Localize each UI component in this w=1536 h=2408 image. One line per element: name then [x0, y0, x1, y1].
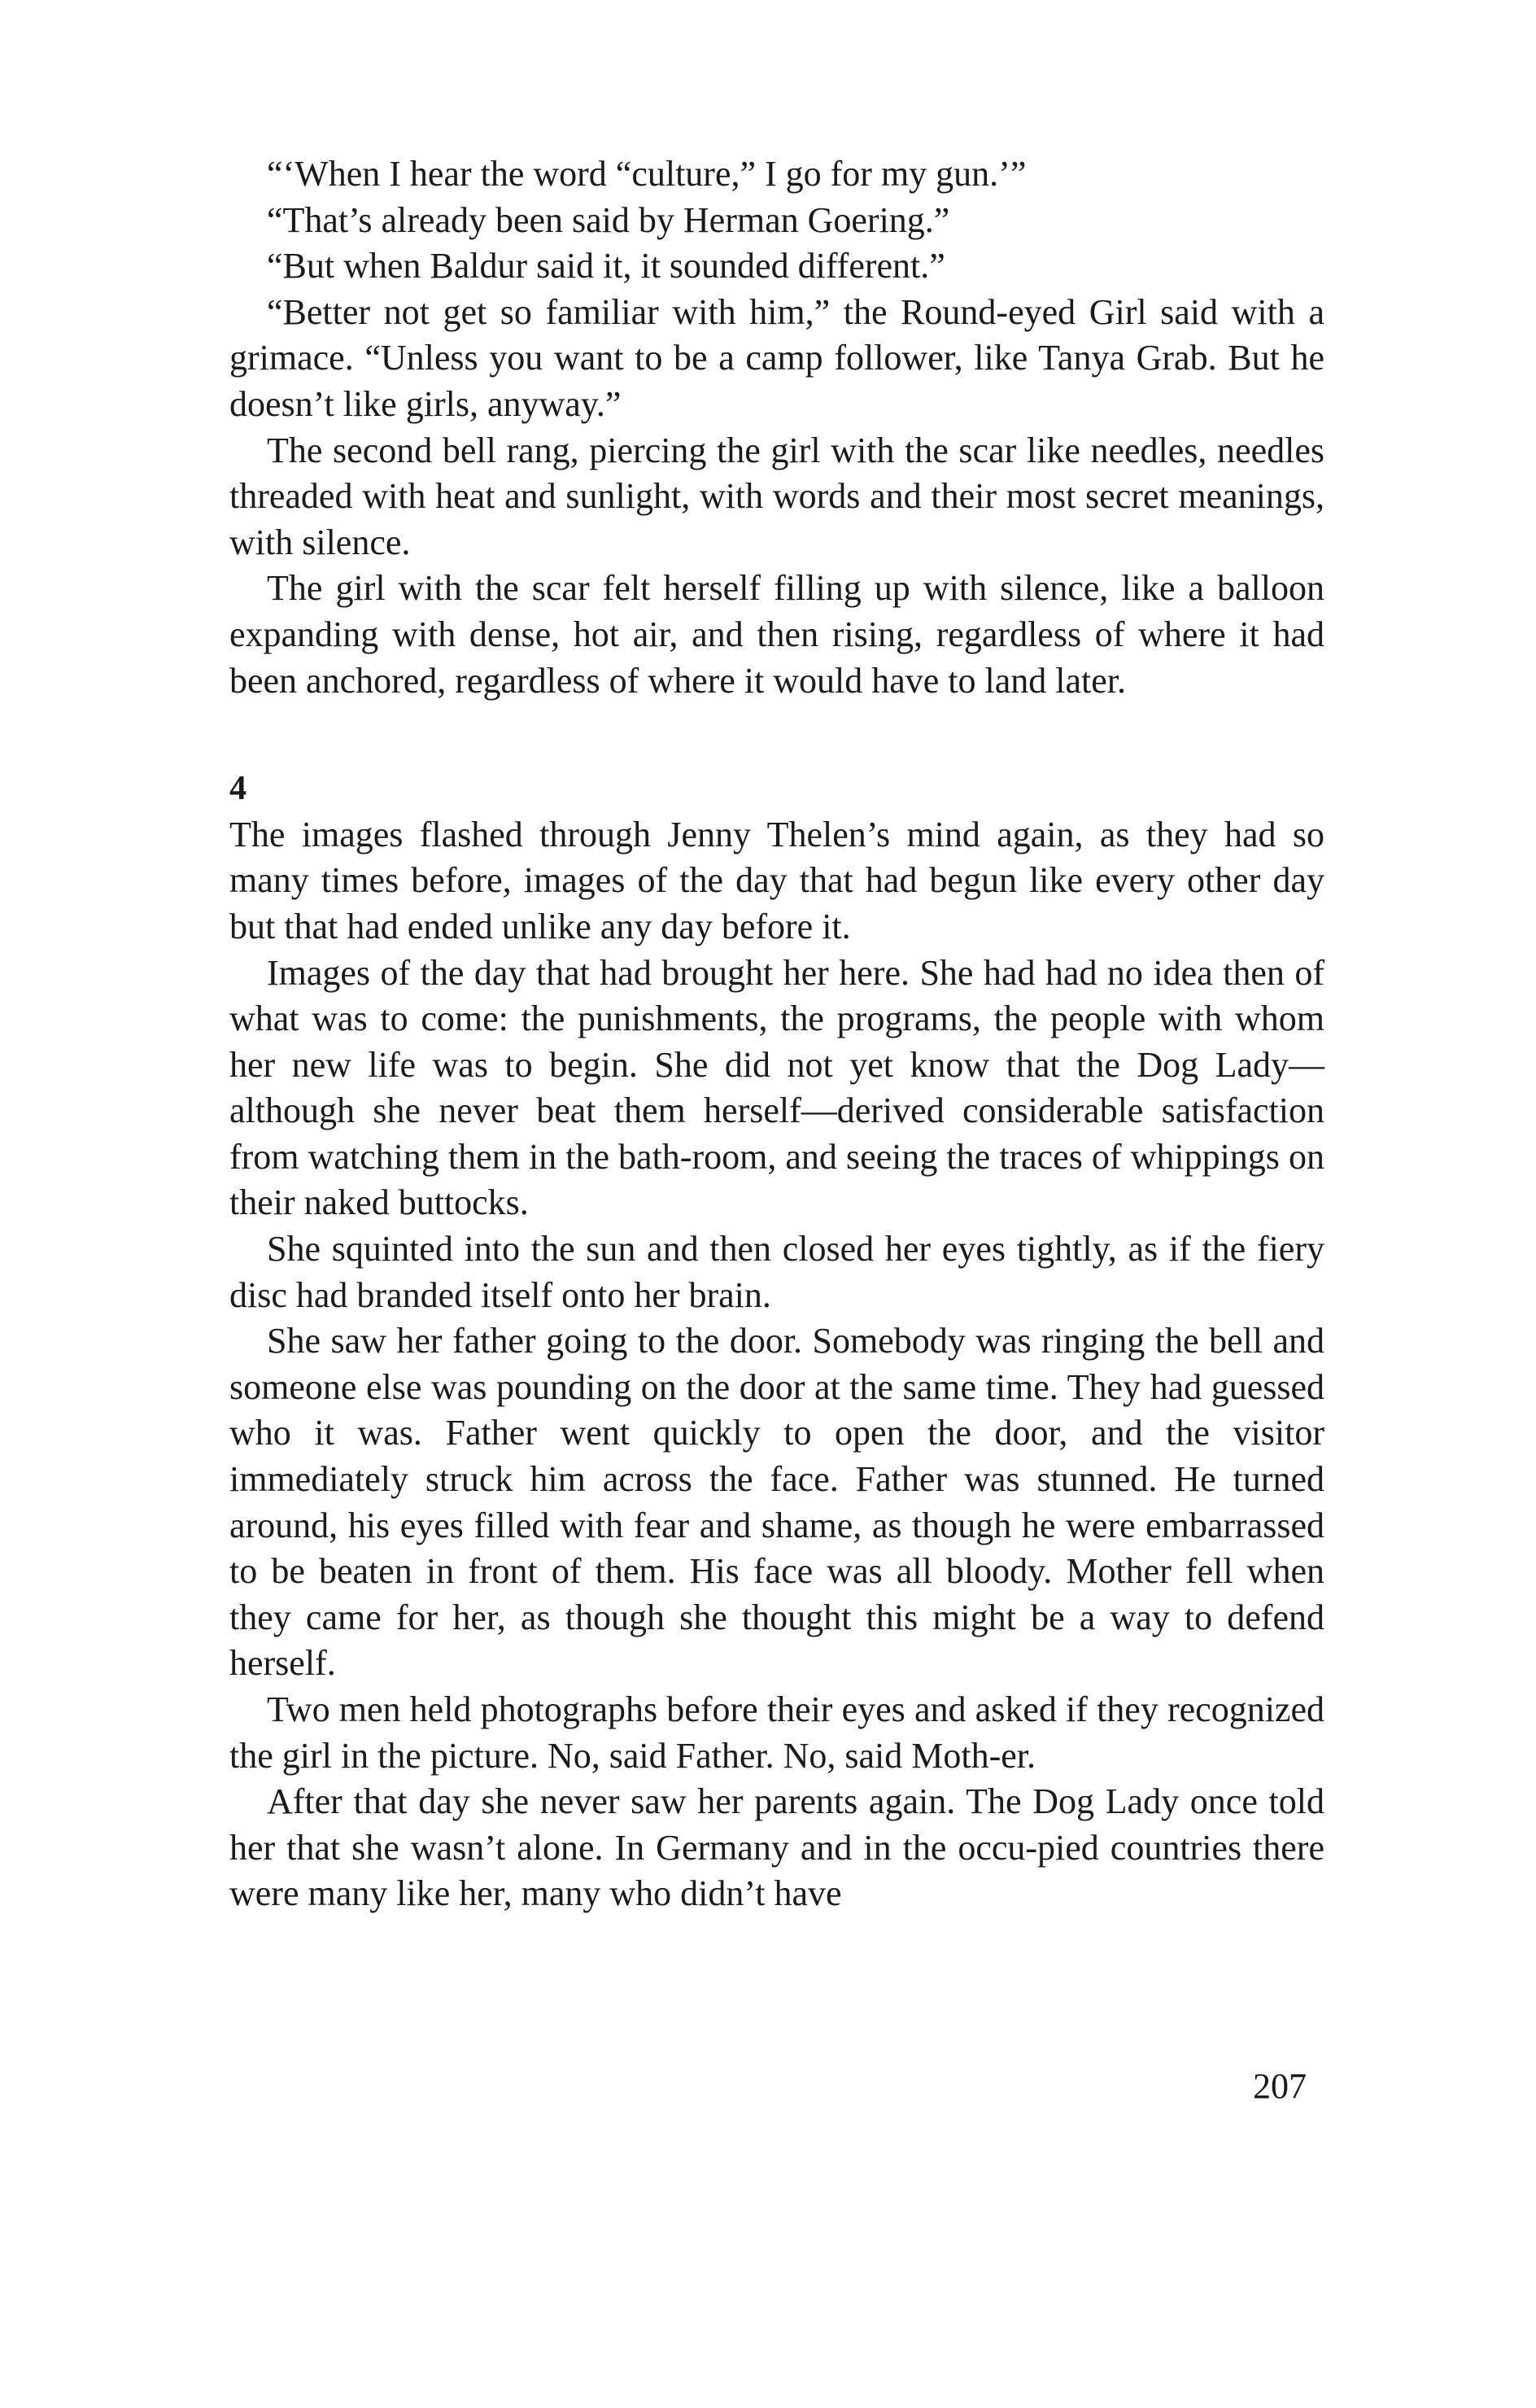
paragraph: She squinted into the sun and then closed her eyes tightly, as if the fiery disc had branded itself onto her brain. — [229, 1229, 1324, 1315]
paragraph: The girl with the scar felt herself filling up with silence, like a balloon expanding with dense, hot air, and then rising, regardless of where it had been anchored, regardless of where it would have to land later. — [229, 568, 1324, 701]
paragraph: “But when Baldur said it, it sounded different.” — [267, 246, 945, 286]
page-body — [229, 151, 1324, 1917]
paragraph: “‘When I hear the word “culture,” I go for my gun.’” — [267, 154, 1027, 194]
paragraph: The images flashed through Jenny Thelen’s mind again, as they had so many times before, images of the day that had begun like every other day but that had ended unlike any day before it. — [229, 814, 1324, 946]
paragraph: She saw her father going to the door. Somebody was ringing the bell and someone else was pounding on the door at the same time. They had guessed who it was. Father went quickly to open the door, and the visitor immediately struck him across the face. Father was stunned. He turned around, his eyes filled with fear and shame, as though he were embarrassed to be beaten in front of them. His face was all bloody. Mother fell when they came for her, as though she thought this might be a way to defend herself. — [229, 1321, 1324, 1684]
paragraph: “Better not get so familiar with him,” the Round-eyed Girl said with a grimace. “Unless you want to be a camp follower, like Tanya Grab. But he doesn’t like girls, anyway.” — [229, 291, 1324, 424]
page-number: 207 — [1253, 2066, 1307, 2106]
paragraph: Images of the day that had brought her here. She had had no idea then of what was to come: the punishments, the programs, the people with whom her new life was to begin. She did not yet know that the Dog Lady—although she never beat them herself—derived considerable satisfaction from watching them in the bath-room, and seeing the traces of whippings on their naked buttocks. — [229, 952, 1324, 1223]
paragraph: Two men held photographs before their eyes and asked if they recognized the girl in the picture. No, said Father. No, said Moth-er. — [229, 1689, 1324, 1776]
paragraph: “That’s already been said by Herman Goering.” — [267, 199, 950, 240]
paragraph: After that day she never saw her parents again. The Dog Lady once told her that she wasn’t alone. In Germany and in the occu-pied countries there were many like her, many who didn’t have — [229, 1781, 1324, 1914]
paragraph: The second bell rang, piercing the girl with the scar like needles, needles threaded with heat and sunlight, with words and their most secret meanings, with silence. — [229, 430, 1324, 562]
section-number: 4 — [229, 770, 247, 808]
